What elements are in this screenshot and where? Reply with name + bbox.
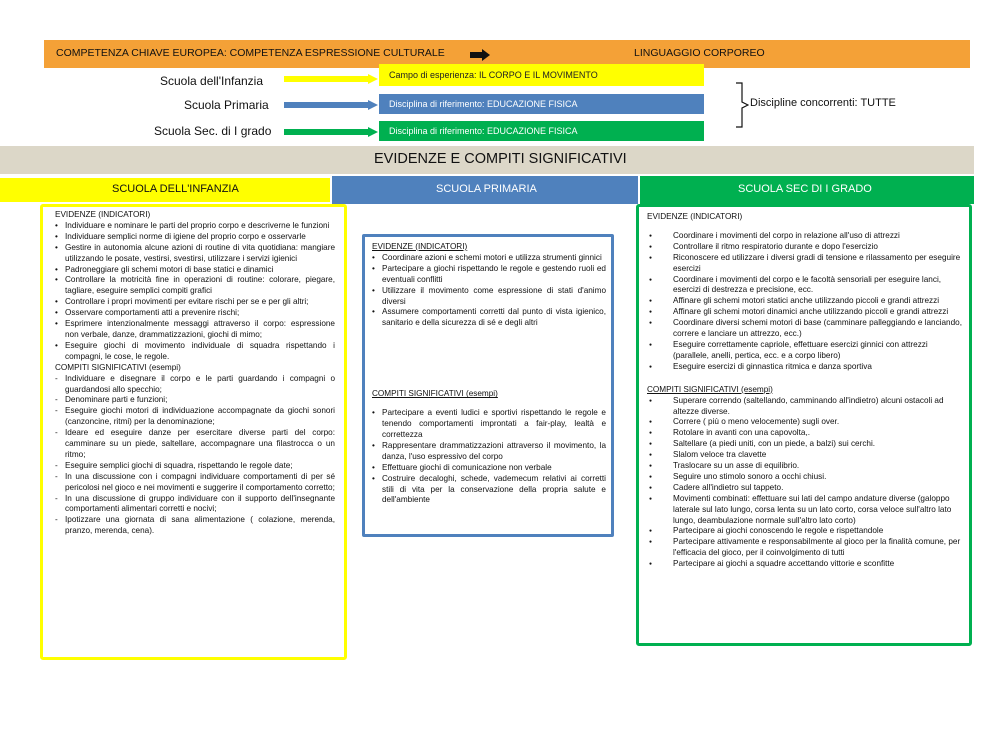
list-item: ● Eseguire correttamente capriole, effettuare esercizi ginnici con attrezzi (parallele, anelli, pertica, ecc. e a corpo libero) [647,340,963,362]
list-item: - Denominare parti e funzioni; [55,395,335,406]
list-item: ● Traslocare su un asse di equilibrio. [647,461,963,472]
header-secondaria [640,176,974,204]
list-item: • Costruire decaloghi, schede, vademecum relativi ai corretti stili di vita per la conservazione della propria salute e dell'ambiente [372,474,606,507]
list-item: ● Seguire uno stimolo sonoro a occhi chiusi. [647,472,963,483]
list-item: ● Partecipare ai giochi conoscendo le regole e rispettandole [647,526,963,537]
school-label-primaria: Scuola Primaria [184,98,269,112]
secondaria-tasks-heading: COMPITI SIGNIFICATIVI (esempi) [647,384,773,394]
list-item: • Eseguire giochi di movimento individuale di squadra rispettando i compagni, le cose, le regole. [55,341,335,363]
primaria-evidence-heading: EVIDENZE (INDICATORI) [372,242,468,251]
discipline-secondaria-bar: Disciplina di riferimento: EDUCAZIONE FISICA [379,121,704,141]
school-label-infanzia: Scuola dell'Infanzia [160,74,264,88]
primaria-evidence-list [372,253,606,329]
list-item: • Controllare la motricità fine in operazioni di routine: colorare, piegare, tagliare, eseguire semplici compiti grafici [55,275,335,297]
infanzia-tasks-heading: COMPITI SIGNIFICATIVI (esempi) [55,362,181,372]
list-item: - Individuare e disegnare il corpo e le parti guardando i compagni o guardandosi allo specchio; [55,374,335,396]
list-item: ● Cadere all'indietro sul tappeto. [647,483,963,494]
language-title: LINGUAGGIO CORPOREO [634,47,765,59]
discipline-primaria-bar: Disciplina di riferimento: EDUCAZIONE FISICA [379,94,704,114]
arrow-right-icon [470,49,490,61]
list-item: • Coordinare azioni e schemi motori e utilizza strumenti ginnici [372,253,606,264]
evidence-title: EVIDENZE E COMPITI SIGNIFICATIVI [374,151,627,167]
list-item: ● Affinare gli schemi motori dinamici anche utilizzando piccoli e grandi attrezzi [647,307,963,318]
list-item: ● Coordinare diversi schemi motori di base (camminare palleggiando e lanciando, correre e lanciare un attrezzo, ecc.) [647,318,963,340]
secondaria-tasks-list [647,396,963,571]
list-item: ● Correre ( più o meno velocemente) sugli over. [647,417,963,428]
header-infanzia-label: SCUOLA DELL'INFANZIA [112,183,239,195]
header-primaria-label: SCUOLA PRIMARIA [436,183,537,195]
infanzia-evidence-heading: EVIDENZE (INDICATORI) [55,210,151,219]
list-item: • Padroneggiare gli schemi motori di base statici e dinamici [55,265,335,276]
list-item: ● Coordinare i movimenti del corpo in relazione all'uso di attrezzi [647,231,963,242]
list-item: • Rappresentare drammatizzazioni attraverso il movimento, la danza, l'uso espressivo del corpo [372,441,606,463]
infanzia-box [40,204,347,660]
list-item: ● Partecipare ai giochi a squadre accettando vittorie e sconfitte [647,559,963,570]
list-item: - In una discussione con i compagni individuare comportamenti di per sé pericolosi nel gioco e nei movimenti e suggerire il comportamento corretto; [55,472,335,494]
secondaria-evidence-heading: EVIDENZE (INDICATORI) [647,212,743,221]
concurrent-disciplines: Discipline concorrenti: TUTTE [750,97,896,109]
arrow-right-icon [284,100,378,110]
list-item: • Individuare semplici norme di igiene del proprio corpo e osservarle [55,232,335,243]
secondaria-evidence-list [647,231,963,373]
list-item: ● Controllare il ritmo respiratorio durante e dopo l'esercizio [647,242,963,253]
list-item: ● Movimenti combinati: effettuare sui lati del campo andature diverse (galoppo laterale sul lato lungo, corsa lenta su un lato corto, corsa veloce sull'altro lato lungo, deambulazione normale sull'altro lato corto) [647,494,963,527]
evidence-title-bar [0,146,974,174]
list-item: - In una discussione di gruppo individuare con il supporto dell'insegnante comportamenti alimentari corretti e nocivi; [55,494,335,516]
primaria-box [362,234,614,537]
list-item: ● Rotolare in avanti con una capovolta,. [647,428,963,439]
infanzia-tasks-list [55,374,335,538]
list-item: • Esprimere intenzionalmente messaggi attraverso il corpo: espressione non verbale, danze, drammatizzazioni, giochi di mimo; [55,319,335,341]
brace-icon [735,82,749,128]
list-item: ● Partecipare attivamente e responsabilmente al gioco per la finalità comune, per l'efficacia del gioco, per il coinvolgimento di tutti [647,537,963,559]
list-item: ● Affinare gli schemi motori statici anche utilizzando piccoli e grandi attrezzi [647,296,963,307]
primaria-tasks-list [372,408,606,506]
list-item: - Ideare ed eseguire danze per esercitare diverse parti del corpo: camminare su un piede, saltellare, accompagnare una filastrocca o un ritmo; [55,428,335,461]
arrow-right-icon [284,74,378,84]
list-item: ● Coordinare i movimenti del corpo e le facoltà sensoriali per eseguire lanci, esercizi di destrezza e precisione, ecc. [647,275,963,297]
list-item: - Eseguire giochi motori di individuazione accompagnate da giochi sonori (canzoncine, ritmi) per la denominazione; [55,406,335,428]
header-primaria [332,176,638,204]
arrow-right-icon [284,127,378,137]
school-label-secondaria: Scuola Sec. di I grado [154,124,272,138]
field-of-experience-bar: Campo di esperienza: IL CORPO E IL MOVIMENTO [379,64,704,86]
list-item: - Ipotizzare una giornata di sana alimentazione ( colazione, merenda, pranzo, merenda, cena). [55,515,335,537]
primaria-tasks-heading: COMPITI SIGNIFICATIVI (esempi) [372,389,498,399]
infanzia-evidence-list [55,221,335,363]
list-item: ● Slalom veloce tra clavette [647,450,963,461]
list-item: ● Riconoscere ed utilizzare i diversi gradi di tensione e rilassamento per eseguire esercizi [647,253,963,275]
list-item: • Gestire in autonomia alcune azioni di routine di vita quotidiana: mangiare utilizzando le posate, vestirsi, svestirsi, utilizzare i servizi igienici [55,243,335,265]
list-item: • Controllare i propri movimenti per evitare rischi per se e per gli altri; [55,297,335,308]
list-item: • Osservare comportamenti atti a prevenire rischi; [55,308,335,319]
list-item: • Utilizzare il movimento come espressione di stati d'animo diversi [372,286,606,308]
list-item: • Effettuare giochi di comunicazione non verbale [372,463,606,474]
header-secondaria-label: SCUOLA SEC DI I GRADO [738,183,872,195]
list-item: ● Saltellare (a piedi uniti, con un piede, a balzi) sui cerchi. [647,439,963,450]
list-item: • Assumere comportamenti corretti dal punto di vista igienico, sanitario e della sicurezza di sé e degli altri [372,307,606,329]
competence-title: COMPETENZA CHIAVE EUROPEA: COMPETENZA ESPRESSIONE CULTURALE [56,47,445,59]
list-item: - Eseguire semplici giochi di squadra, rispettando le regole date; [55,461,335,472]
header-infanzia [0,178,330,202]
list-item: • Partecipare a eventi ludici e sportivi rispettando le regole e tenendo comportamenti improntati a fair-play, lealtà e correttezza [372,408,606,441]
secondaria-box [636,204,972,646]
list-item: ● Eseguire esercizi di ginnastica ritmica e danza sportiva [647,362,963,373]
list-item: • Individuare e nominare le parti del proprio corpo e descriverne le funzioni [55,221,335,232]
list-item: • Partecipare a giochi rispettando le regole e gestendo ruoli ed eventuali conflitti [372,264,606,286]
list-item: ● Superare correndo (saltellando, camminando all'indietro) alcuni ostacoli ad altezze diverse. [647,396,963,418]
